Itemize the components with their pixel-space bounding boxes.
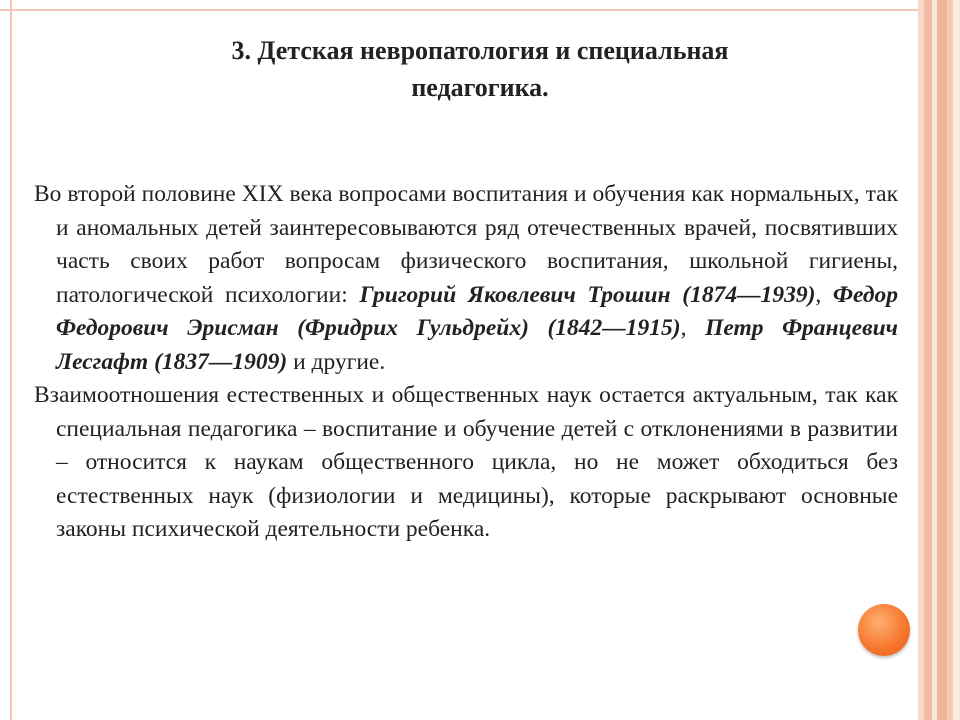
slide-title xyxy=(60,32,900,106)
right-decor-band xyxy=(918,0,960,720)
paragraph-1-lead: Во второй половине XIX века вопросами воспитания и обучения как нормальных, так и аномальных детей заинтересовываются ряд отечественных врачей, посвятивших часть своих работ вопросам физического воспитания, школьной гигиены, патологической психологии: xyxy=(34,181,898,308)
person-lesgaft: Петр Францевич Лесгафт (1837—1909) xyxy=(56,315,899,375)
slide-body xyxy=(34,178,898,547)
left-decor-line xyxy=(10,0,12,720)
person-erisman: Федор Федорович Эрисман (Фридрих Гульдрейх) (1842—1915) xyxy=(56,281,899,341)
person-troshin: Григорий Яковлевич Трошин (1874—1939) xyxy=(359,281,816,308)
paragraph-1 xyxy=(34,178,898,379)
top-decor-line xyxy=(0,9,918,11)
title-line-2: педагогика. xyxy=(411,73,549,102)
paragraph-2: Взаимоотношения естественных и общественных наук остается актуальным, так как специальная педагогика – воспитание и обучение детей с отклонениями в развитии – относится к наукам общественного цикла, но не может обходиться без естественных наук (физиологии и медицины), которые раскрывают основные законы психической деятельности ребенка. xyxy=(34,382,898,542)
separator-1: , xyxy=(815,281,834,308)
decor-circle xyxy=(858,604,910,656)
separator-2: , xyxy=(680,315,706,341)
title-line-1: 3. Детская невропатология и специальная xyxy=(231,36,729,65)
paragraph-1-tail: и другие. xyxy=(287,348,386,375)
